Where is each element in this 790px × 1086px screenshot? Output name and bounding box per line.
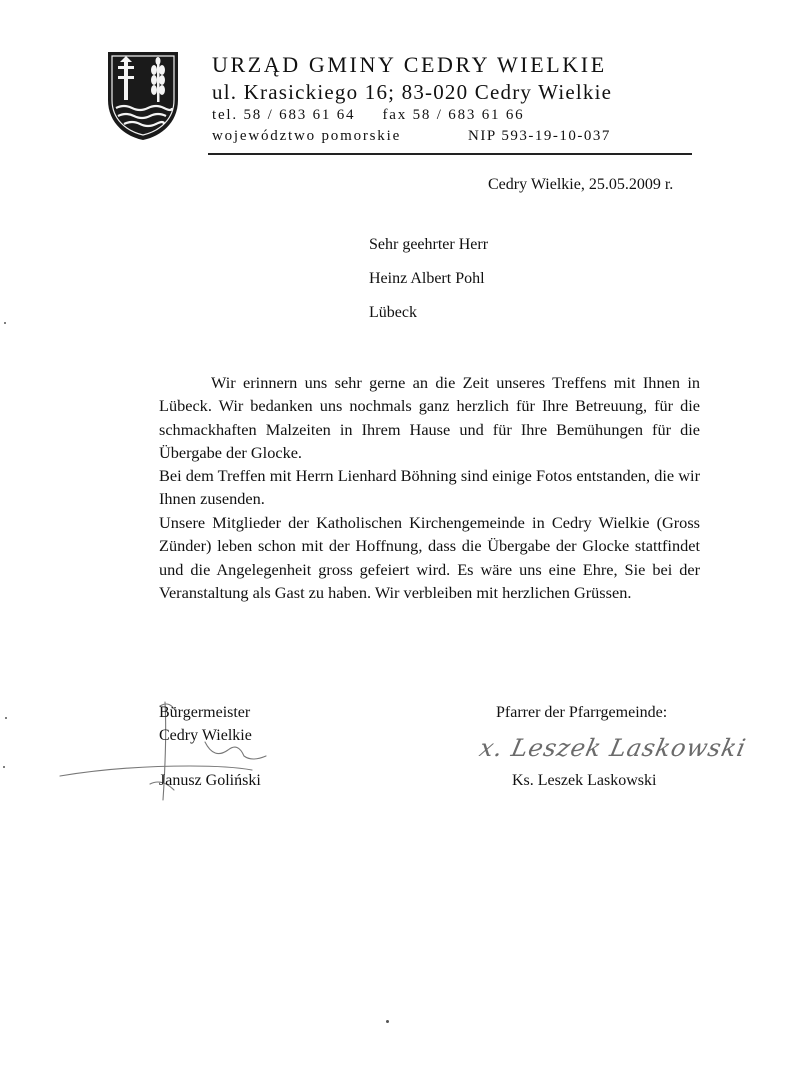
scan-speck	[3, 766, 5, 768]
priest-title: Pfarrer der Pfarrgemeinde:	[496, 704, 668, 721]
priest-handwritten-signature: x. Leszek Laskowski	[477, 734, 749, 762]
body-paragraph-1-text: Wir erinnern uns sehr gerne an die Zeit unseres Treffens mit Ihnen in Lübeck. Wir bedanken uns nochmals ganz herzlich für Ihre Betreuung, für die schmackhaften Malzeiten in Ihrem Hause und für Ihre Bemühungen für die Übergabe der Glocke.	[159, 373, 700, 463]
office-fax: fax 58 / 683 61 66	[382, 107, 525, 123]
body-paragraph-3-text: Unsere Mitglieder der Katholischen Kirchengemeinde in Cedry Wielkie (Gross Zünder) leben schon mit der Hoffnung, dass die Übergabe der Glocke stattfindet und die Angelegenheit gross gefeiert wird. Es wäre uns eine Ehre, Sie bei der Veranstaltung als Gast zu haben. Wir verbleiben mit herzlichen Grüssen.	[159, 513, 700, 603]
priest-name: Ks. Leszek Laskowski	[512, 772, 657, 789]
scan-speck	[4, 322, 6, 324]
letter-date: Cedry Wielkie, 25.05.2009 r.	[488, 176, 674, 193]
mayor-title: Bürgermeister	[159, 704, 251, 721]
mayor-name: Janusz Goliński	[159, 772, 261, 789]
body-paragraph-3	[159, 511, 700, 605]
office-nip: NIP 593-19-10-037	[468, 128, 611, 144]
office-address: ul. Krasickiego 16; 83-020 Cedry Wielkie	[212, 80, 613, 104]
coat-of-arms-icon	[106, 50, 180, 142]
recipient-city: Lübeck	[369, 304, 417, 321]
body-paragraph-2	[159, 464, 700, 511]
office-region: województwo pomorskie	[212, 128, 402, 144]
recipient-name: Heinz Albert Pohl	[369, 270, 485, 287]
office-name: URZĄD GMINY CEDRY WIELKIE	[212, 52, 607, 77]
office-contact	[212, 107, 524, 124]
recipient-salutation: Sehr geehrter Herr	[369, 236, 489, 253]
letterhead-divider	[208, 153, 692, 155]
scan-speck	[386, 1020, 389, 1023]
body-paragraph-2-text: Bei dem Treffen mit Herrn Lienhard Böhning sind einige Fotos entstanden, die wir Ihnen zusenden.	[159, 466, 700, 509]
mayor-place: Cedry Wielkie	[159, 727, 252, 744]
office-phone: tel. 58 / 683 61 64	[212, 107, 356, 123]
body-paragraph-1	[159, 371, 700, 465]
scan-speck	[5, 717, 7, 719]
